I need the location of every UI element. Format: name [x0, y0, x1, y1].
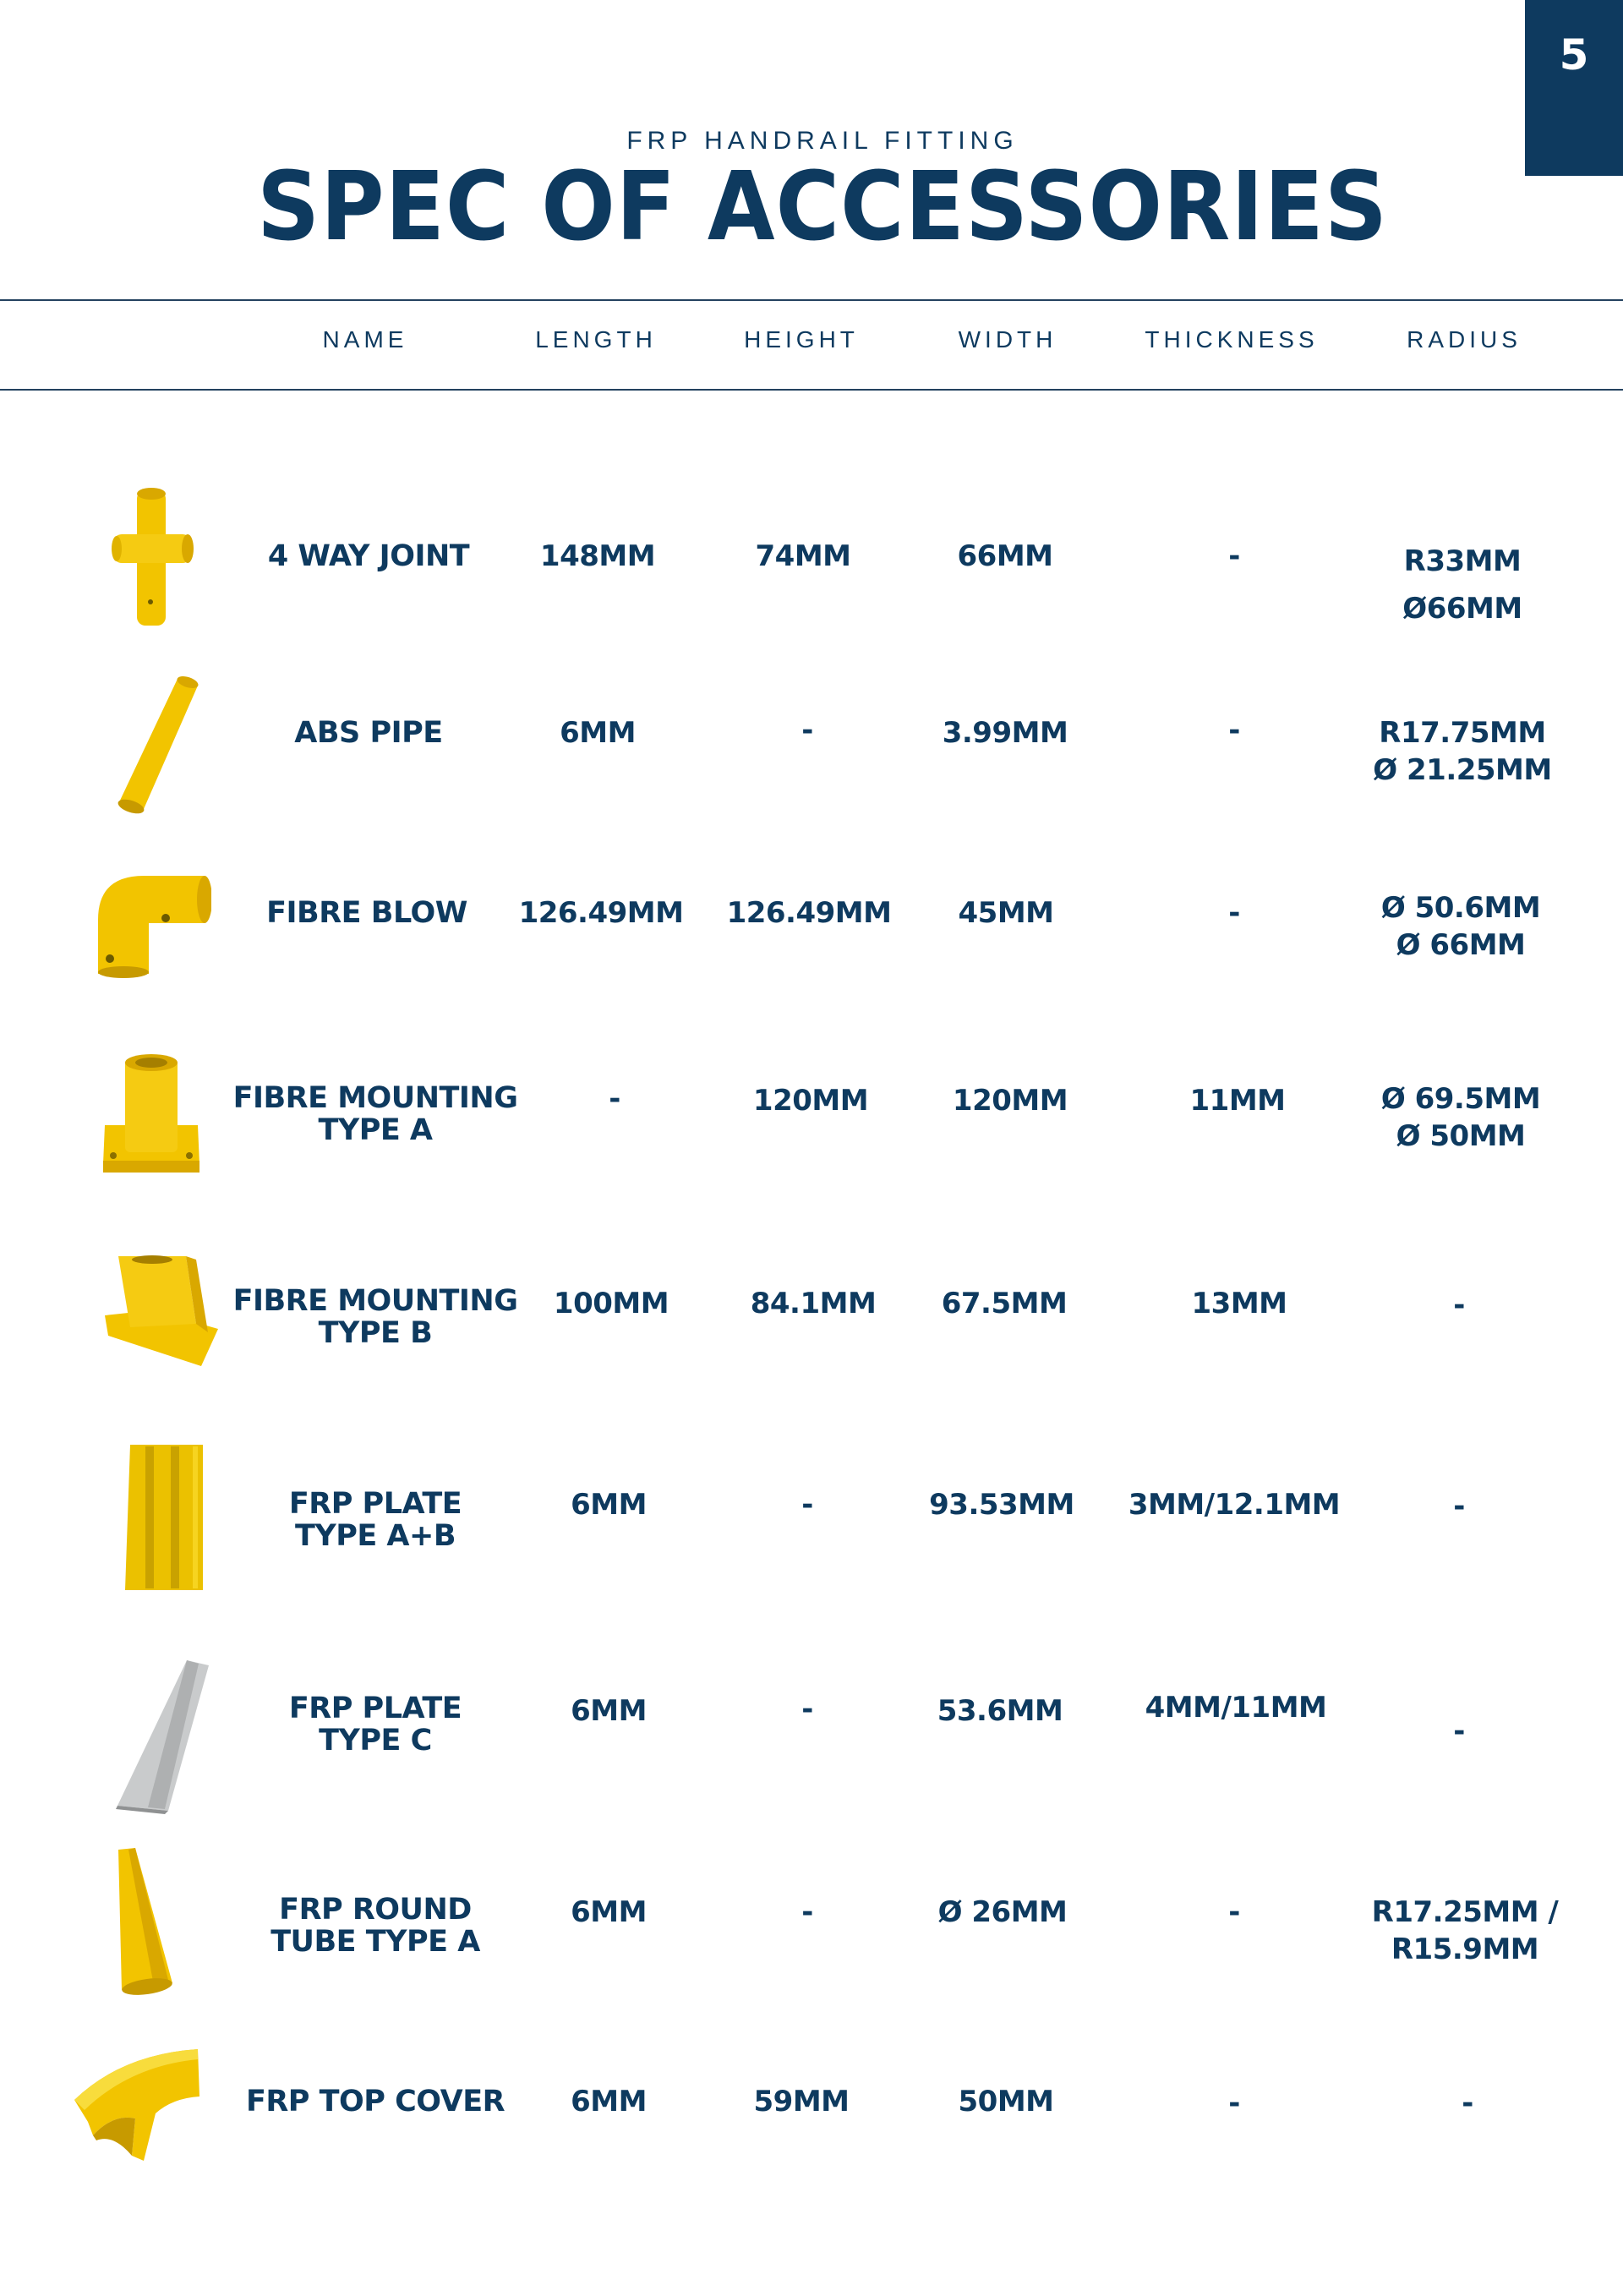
page-title: SPEC OF ACCESSORIES	[257, 152, 1388, 262]
item-height: -	[801, 1692, 813, 1726]
item-radius: Ø 50.6MM Ø 66MM	[1380, 891, 1541, 962]
item-length: 6MM	[571, 1694, 647, 1728]
header-top-rule	[0, 299, 1623, 301]
item-name: FIBRE BLOW	[266, 896, 467, 930]
item-radius: -	[1453, 1288, 1465, 1322]
item-name: ABS PIPE	[294, 716, 443, 750]
item-length: 148MM	[539, 539, 656, 573]
item-length: -	[609, 1082, 620, 1116]
item-thickness: 4MM/11MM	[1145, 1691, 1327, 1725]
mounting-type-a-icon	[100, 1052, 203, 1178]
item-height: 59MM	[753, 2085, 850, 2118]
item-width: Ø 26MM	[937, 1895, 1068, 1929]
item-name: FIBRE MOUNTING TYPE A	[232, 1081, 518, 1147]
item-width: 50MM	[958, 2085, 1054, 2118]
item-radius: -	[1462, 2086, 1473, 2120]
item-thickness: 13MM	[1191, 1287, 1287, 1320]
item-length: 6MM	[571, 2085, 647, 2118]
item-name: FIBRE MOUNTING TYPE B	[232, 1284, 518, 1350]
column-header-height: HEIGHT	[744, 326, 859, 353]
item-radius: -	[1453, 1490, 1465, 1523]
frp-plate-c-icon	[114, 1657, 211, 1814]
item-width: 67.5MM	[941, 1287, 1068, 1320]
item-radius: R17.75MM Ø 21.25MM	[1373, 716, 1552, 787]
item-name: FRP ROUND TUBE TYPE A	[270, 1893, 480, 1959]
abs-pipe-icon	[110, 672, 203, 816]
item-radius: -	[1453, 1714, 1465, 1748]
column-header-length: LENGTH	[535, 326, 657, 353]
page-subtitle: FRP HANDRAIL FITTING	[626, 127, 1019, 155]
column-header-name: NAME	[322, 326, 408, 353]
item-thickness: -	[1228, 713, 1240, 747]
four-way-joint-icon	[110, 484, 194, 631]
item-thickness: 11MM	[1189, 1084, 1286, 1118]
item-width: 53.6MM	[937, 1694, 1063, 1728]
mounting-type-b-icon	[101, 1251, 220, 1369]
item-thickness: 3MM/12.1MM	[1128, 1488, 1341, 1522]
item-height: -	[801, 1488, 813, 1522]
top-cover-icon	[71, 2046, 202, 2164]
frp-plate-ab-icon	[122, 1441, 206, 1592]
item-length: 126.49MM	[518, 896, 684, 930]
item-height: 120MM	[752, 1084, 869, 1118]
item-thickness: -	[1228, 2086, 1240, 2120]
item-thickness: -	[1228, 896, 1240, 930]
item-width: 3.99MM	[942, 716, 1068, 750]
item-thickness: -	[1228, 1895, 1240, 1929]
item-width: 45MM	[958, 896, 1054, 930]
item-height: -	[801, 713, 813, 747]
item-name: FRP TOP COVER	[245, 2085, 505, 2118]
round-tube-icon	[110, 1845, 178, 1998]
item-height: 84.1MM	[750, 1287, 877, 1320]
column-header-radius: RADIUS	[1407, 326, 1522, 353]
header-bottom-rule	[0, 389, 1623, 391]
item-name: FRP PLATE TYPE C	[288, 1692, 462, 1758]
item-radius: R33MM Ø66MM	[1402, 544, 1522, 626]
item-thickness: -	[1228, 539, 1240, 573]
item-length: 6MM	[571, 1895, 647, 1929]
item-height: -	[801, 1895, 813, 1929]
item-name: 4 WAY JOINT	[267, 539, 470, 573]
item-radius: Ø 69.5MM Ø 50MM	[1380, 1082, 1541, 1153]
item-width: 66MM	[957, 539, 1053, 573]
item-length: 6MM	[571, 1488, 647, 1522]
item-height: 126.49MM	[726, 896, 892, 930]
item-width: 93.53MM	[929, 1488, 1074, 1522]
item-width: 120MM	[952, 1084, 1068, 1118]
item-length: 6MM	[560, 716, 636, 750]
item-length: 100MM	[553, 1287, 669, 1320]
column-header-width: WIDTH	[958, 326, 1057, 353]
page-number: 5	[1559, 30, 1589, 79]
item-name: FRP PLATE TYPE A+B	[288, 1487, 462, 1553]
item-radius: R17.25MM / R15.9MM	[1371, 1895, 1559, 1966]
item-height: 74MM	[755, 539, 851, 573]
fibre-elbow-icon	[93, 869, 211, 979]
column-header-thickness: THICKNESS	[1145, 326, 1319, 353]
